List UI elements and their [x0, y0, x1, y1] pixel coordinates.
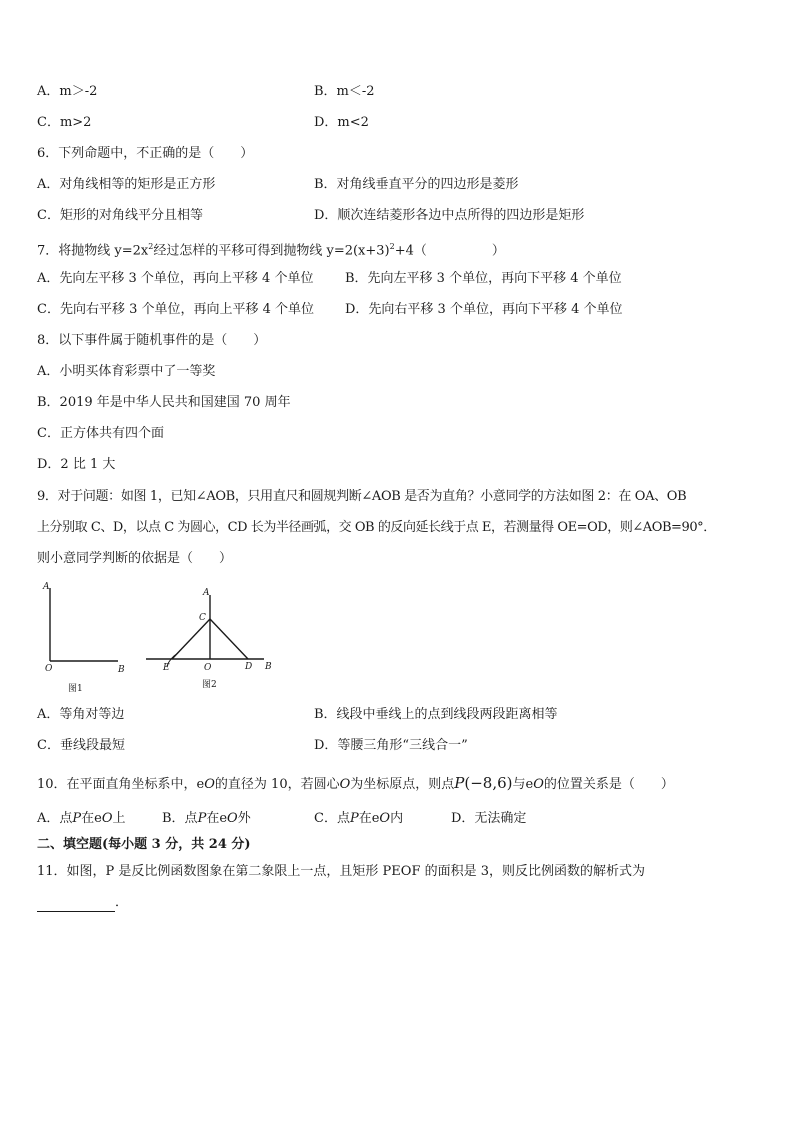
q10-a-text1: A．点 [37, 811, 73, 826]
q10-circle-name: O [204, 777, 215, 792]
q10-stem [37, 774, 674, 794]
fig1-label-o: O [45, 664, 53, 674]
q10-option-a [37, 810, 126, 828]
q11-answer-blank[interactable] [37, 897, 115, 912]
q7-option-c: C．先向右平移 3 个单位，再向上平移 4 个单位 [37, 302, 315, 317]
q9-figure-1 [38, 578, 138, 696]
q9-option-c: C．垂线段最短 [37, 738, 125, 753]
q10-b-text1: B．点 [162, 811, 198, 826]
q9-option-a: A．等角对等边 [37, 707, 125, 722]
section-heading: 二、填空题(每小题 3 分，共 24 分) [37, 837, 251, 852]
q6-option-d: D．顺次连结菱形各边中点所得的四边形是矩形 [314, 208, 585, 223]
q9-figure-2 [140, 583, 280, 695]
q6-option-a: A．对角线相等的矩形是正方形 [37, 177, 216, 192]
q10-b-text3: 外 [237, 811, 251, 826]
q10-b-point: P [197, 811, 207, 826]
q7-stem [37, 238, 505, 260]
fig2-label-e: E [163, 663, 170, 673]
q8-stem: 8．以下事件属于随机事件的是（ ） [37, 333, 267, 348]
q7-option-a: A．先向左平移 3 个单位，再向上平移 4 个单位 [37, 271, 314, 286]
q10-c-circle: O [379, 811, 391, 826]
q9-option-d: D．等腰三角形“三线合一” [314, 738, 468, 753]
q5-option-b: B．m＜-2 [314, 84, 375, 99]
q10-option-d: D．无法确定 [451, 811, 527, 826]
q10-stem-part5: 的位置关系是（ ） [543, 777, 674, 792]
q10-circle-name-2: O [533, 777, 544, 792]
q5-option-a: A．m＞-2 [37, 84, 98, 99]
q7-option-d: D．先向右平移 3 个单位，再向下平移 4 个单位 [345, 302, 623, 317]
fig2-label-a: A [203, 588, 210, 598]
q10-c-text3: 内 [390, 811, 404, 826]
q10-circle-symbol-2: e [525, 777, 534, 792]
q10-c-text2: 在 [358, 811, 372, 826]
q9-stem-line1: 9．对于问题：如图 1，已知∠AOB，只用直尺和圆规判断∠AOB 是否为直角？小意同学的方法如图 2：在 OA、OB [37, 489, 687, 504]
q8-option-b: B．2019 年是中华人民共和国建国 70 周年 [37, 395, 291, 410]
fig1-caption: 图1 [68, 684, 83, 694]
q10-a-point: P [72, 811, 82, 826]
q10-stem-part2: 的直径为 10，若圆心 [214, 777, 340, 792]
q10-a-circle: O [101, 811, 113, 826]
q10-c-text1: C．点 [314, 811, 350, 826]
q10-a-circle-symbol: e [94, 811, 102, 826]
q8-option-d: D．2 比 1 大 [37, 457, 116, 472]
q9-option-b: B．线段中垂线上的点到线段两段距离相等 [314, 707, 558, 722]
fig1-label-a: A [43, 582, 50, 592]
fig2-label-d: D [245, 662, 253, 672]
q10-stem-part4: 与 [512, 777, 526, 792]
q5-option-c: C．m>2 [37, 115, 92, 130]
q6-stem: 6．下列命题中，不正确的是（ ） [37, 146, 254, 161]
q7-superscript-1: 2 [148, 242, 154, 251]
q10-b-text2: 在 [206, 811, 220, 826]
q7-stem-part1: 7．将抛物线 y=2x [37, 243, 149, 259]
q8-option-a: A．小明买体育彩票中了一等奖 [37, 364, 216, 379]
q10-b-circle: O [227, 811, 238, 826]
q10-point-coords: (−8,6) [464, 774, 513, 792]
q10-a-text3: 上 [112, 811, 126, 826]
q10-a-text2: 在 [81, 811, 95, 826]
q10-stem-part3: 为坐标原点，则点 [350, 777, 455, 792]
q10-option-c [314, 810, 403, 828]
q6-option-c: C．矩形的对角线平分且相等 [37, 208, 203, 223]
q10-b-circle-symbol: e [219, 811, 228, 826]
q10-circle-symbol: e [196, 777, 205, 792]
fig2-label-o: O [204, 663, 212, 673]
q10-point-name: P [454, 774, 465, 792]
fig2-label-b: B [265, 662, 272, 672]
q6-option-b: B．对角线垂直平分的四边形是菱形 [314, 177, 519, 192]
q11-stem: 11．如图，P 是反比例函数图象在第二象限上一点，且矩形 PEOF 的面积是 3，则反比例函数的解析式为 [37, 864, 646, 879]
fig1-label-b: B [118, 665, 125, 675]
q11-answer-line [37, 894, 128, 912]
q10-stem-part1: 10．在平面直角坐标系中， [37, 777, 197, 792]
q9-stem-line2: 上分别取 C、D，以点 C 为圆心，CD 长为半径画弧，交 OB 的反向延长线于点 E，若测量得 OE=OD，则∠AOB=90°． [37, 520, 716, 535]
q10-c-point: P [349, 811, 359, 826]
q8-option-c: C．正方体共有四个面 [37, 426, 164, 441]
q11-tail: ． [115, 895, 129, 910]
q9-stem-line3: 则小意同学判断的依据是（ ） [37, 551, 233, 566]
q7-stem-part3: +4（ ） [394, 243, 505, 259]
q10-c-circle-symbol: e [371, 811, 380, 826]
fig2-label-c: C [199, 613, 206, 623]
q5-option-d: D．m<2 [314, 115, 369, 130]
fig2-caption: 图2 [202, 680, 217, 690]
q10-option-b [162, 810, 251, 828]
q10-center-name: O [339, 777, 351, 792]
q7-option-b: B．先向左平移 3 个单位，再向下平移 4 个单位 [345, 271, 622, 286]
q7-stem-part2: 经过怎样的平移可得到抛物线 y=2(x+3) [153, 243, 390, 259]
q7-superscript-2: 2 [389, 242, 395, 251]
fig2-segment-cd [210, 619, 248, 659]
